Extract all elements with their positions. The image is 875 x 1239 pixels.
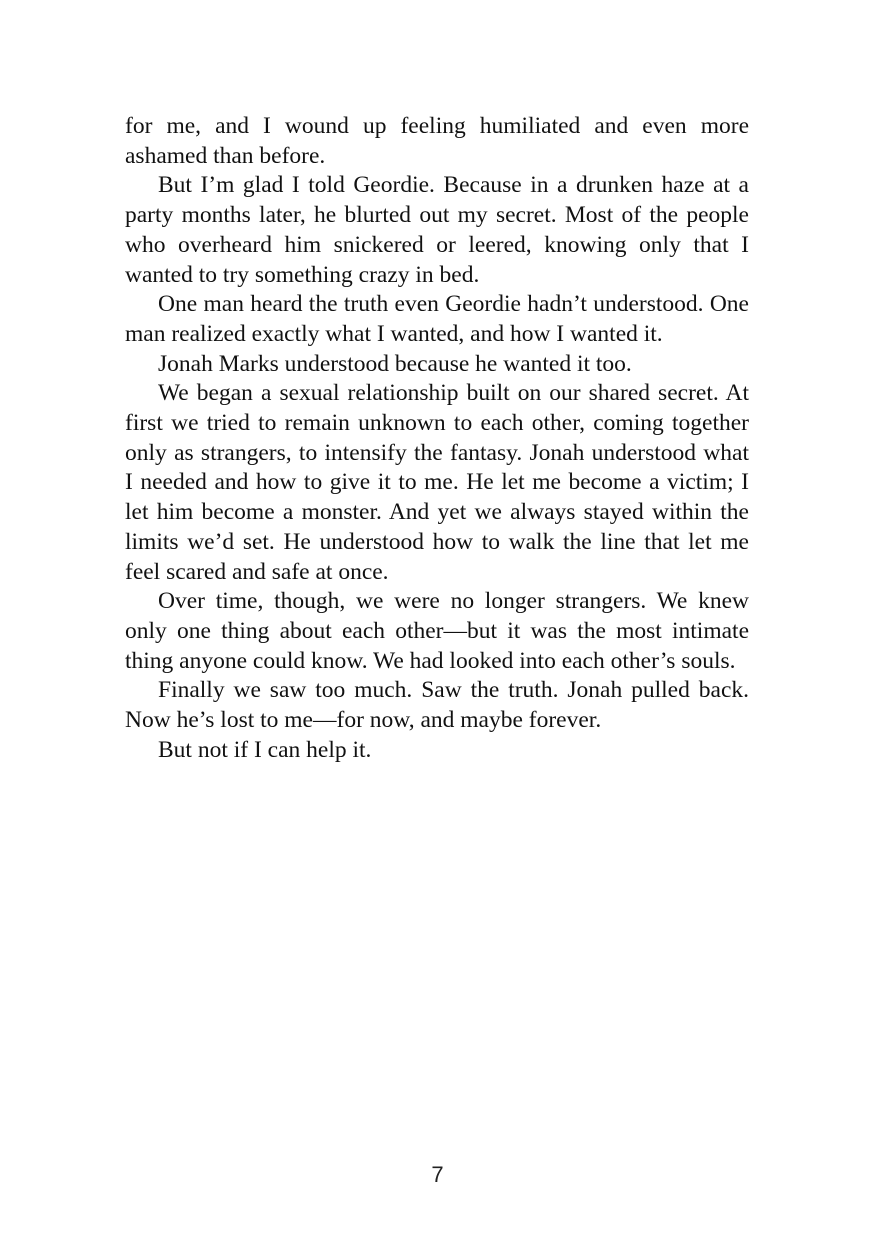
paragraph: Over time, though, we were no longer strangers. We knew only one thing about each other—but it was the most intimate thing anyone could know. We had looked into each other’s souls.: [125, 588, 749, 674]
paragraph: for me, and I wound up feeling humiliated and even more ashamed than before.: [125, 113, 749, 169]
paragraph: One man heard the truth even Geordie hadn’t understood. One man realized exactly what I wanted, and how I wanted it.: [125, 291, 749, 347]
body-text: [125, 112, 749, 765]
paragraph: We began a sexual relationship built on our shared secret. At first we tried to remain unknown to each other, coming together only as strangers, to intensify the fantasy. Jonah understood what I needed and how to give it to me. He let me become a victim; I let him become a monster. And yet we always stayed within the limits we’d set. He understood how to walk the line that let me feel scared and safe at once.: [125, 380, 749, 585]
page-number: 7: [431, 1162, 444, 1187]
paragraph: But I’m glad I told Geordie. Because in a drunken haze at a party months later, he blurted out my secret. Most of the people who overheard him snickered or leered, knowing only that I wanted to try something crazy in bed.: [125, 172, 749, 288]
paragraph: Jonah Marks understood because he wanted it too.: [158, 350, 632, 377]
paragraph: Finally we saw too much. Saw the truth. Jonah pulled back. Now he’s lost to me—for now, and maybe forever.: [125, 677, 749, 734]
paragraph: But not if I can help it.: [158, 736, 372, 763]
